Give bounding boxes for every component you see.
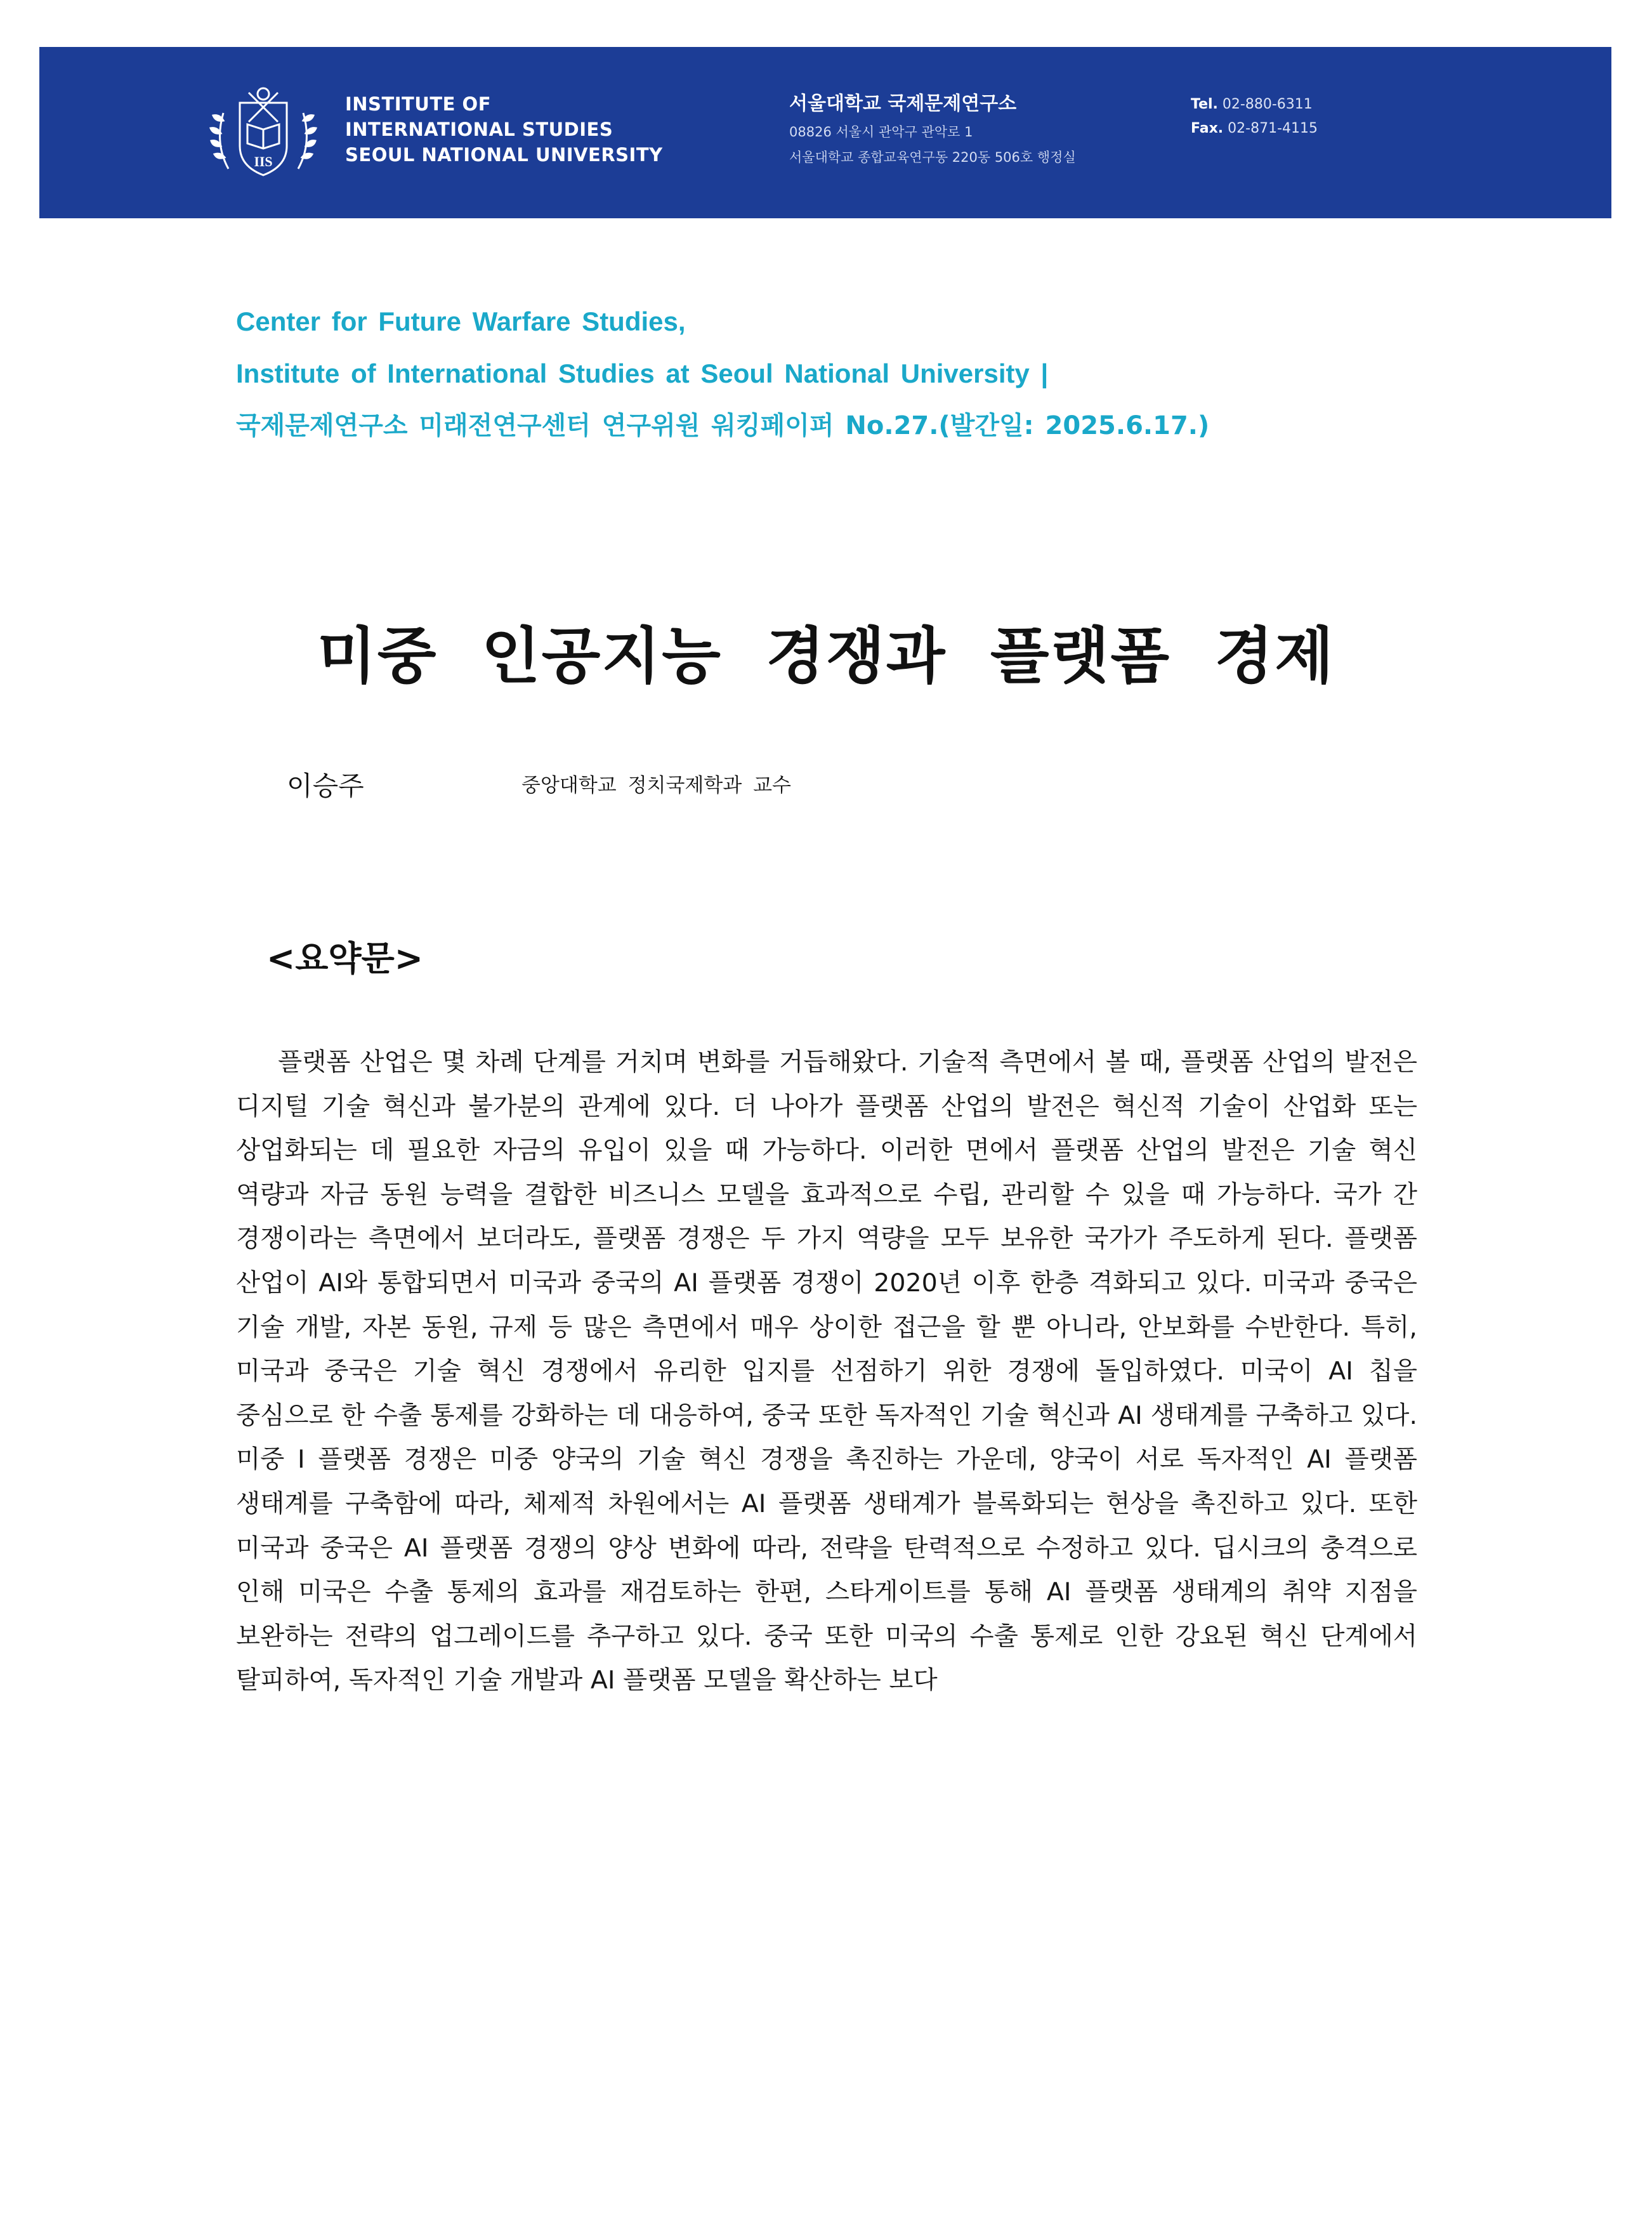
document-title: 미중 인공지능 경쟁과 플랫폼 경제 [317,621,1335,692]
institute-name-line: INTERNATIONAL STUDIES [345,119,613,140]
institute-name-kr: 서울대학교 국제문제연구소 [789,93,1017,115]
series-info [236,296,1209,452]
tel-label: Tel. [1191,96,1218,112]
address-line-2: 서울대학교 종합교육연구동 220동 506호 행정실 [789,150,1076,165]
header-banner [39,47,1611,218]
abstract-body: 플랫폼 산업은 몇 차례 단계를 거치며 변화를 거듭해왔다. 기술적 측면에서 볼 때, 플랫폼 산업의 발전은 디지털 기술 혁신과 불가분의 관계에 있다. 더 나아가 플랫폼 산업의 발전은 혁신적 기술이 산업화 또는 상업화되는 데 필요한 자금의 유입이 있을 때 가능하다. 이러한 면에서 플랫폼 산업의 발전은 기술 혁신 역량과 자금 동원 능력을 결합한 비즈니스 모델을 효과적으로 수립, 관리할 수 있을 때 가능하다. 국가 간 경쟁이라는 측면에서 보더라도, 플랫폼 경쟁은 두 가지 역량을 모두 보유한 국가가 주도하게 된다. 플랫폼 산업이 AI와 통합되면서 미국과 중국의 AI 플랫폼 경쟁이 2020년 이후 한층 격화되고 있다. 미국과 중국은 기술 개발, 자본 동원, 규제 등 많은 측면에서 매우 상이한 접근을 할 뿐 아니라, 안보화를 수반한다. 특히, 미국과 중국은 기술 혁신 경쟁에서 유리한 입지를 선점하기 위한 경쟁에 돌입하였다. 미국이 AI 칩을 중심으로 한 수출 통제를 강화하는 데 대응하여, 중국 또한 독자적인 기술 혁신과 AI 생태계를 구축하고 있다. 미중 I 플랫폼 경쟁은 미중 양국의 기술 혁신 경쟁을 촉진하는 가운데, 양국이 서로 독자적인 AI 플랫폼 생태계를 구축함에 따라, 체제적 차원에서는 AI 플랫폼 생태계가 블록화되는 현상을 촉진하고 있다. 또한 미국과 중국은 AI 플랫폼 경쟁의 양상 변화에 따라, 전략을 탄력적으로 수정하고 있다. 딥시크의 충격으로 인해 미국은 수출 통제의 효과를 재검토하는 한편, 스타게이트를 통해 AI 플랫폼 생태계의 취약 지점을 보완하는 전략의 업그레이드를 추구하고 있다. 중국 또한 미국의 수출 통제로 인한 강요된 혁신 단계에서 탈피하여, 독자적인 기술 개발과 AI 플랫폼 모델을 확산하는 보다 [236,1048,1417,1695]
author-name: 이승주 [287,770,364,801]
institute-name-en [345,91,663,168]
institute-name-line: SEOUL NATIONAL UNIVERSITY [345,144,663,166]
series-line-1: Center for Future Warfare Studies, [236,306,686,336]
fax-label: Fax. [1191,121,1224,136]
abstract-heading: <요약문> [266,938,423,978]
tel-number: 02-880-6311 [1222,96,1313,112]
contact-block [1191,93,1318,141]
fax-line [1191,117,1318,141]
author-affiliation: 중앙대학교 정치국제학과 교수 [521,774,792,797]
seal-letters: IIS [254,154,273,169]
institute-name-line: INSTITUTE OF [345,93,491,115]
snu-seal-logo [209,80,317,188]
fax-number: 02-871-4115 [1228,121,1318,136]
series-line-2: Institute of International Studies at Seoul National University | [236,359,1049,388]
tel-line [1191,93,1318,117]
series-line-3: 국제문제연구소 미래전연구센터 연구위원 워킹페이퍼 No.27.(발간일: 2025.6.17.) [236,411,1210,440]
address-line-1: 08826 서울시 관악구 관악로 1 [789,124,973,140]
institute-kr-block [789,90,1076,169]
